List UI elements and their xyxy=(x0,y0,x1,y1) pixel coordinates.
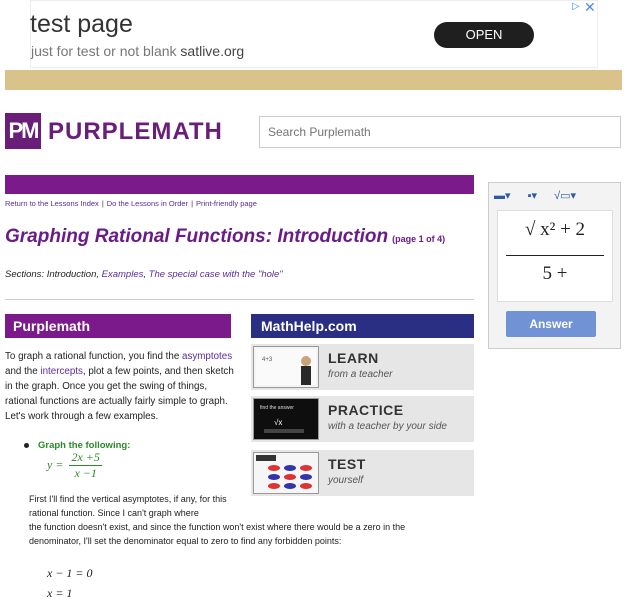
equation xyxy=(47,450,102,481)
separator: | xyxy=(101,199,104,208)
ad-open-button[interactable]: OPEN xyxy=(434,22,534,48)
nav-bar xyxy=(5,175,474,194)
practice-thumbnail xyxy=(253,398,319,440)
ad-title[interactable]: test page xyxy=(30,10,133,38)
ad-domain: satlive.org xyxy=(180,43,245,59)
print-friendly-link[interactable]: Print-friendly page xyxy=(196,199,257,208)
graph-label: Graph the following: xyxy=(38,440,131,451)
page-title xyxy=(5,226,445,248)
equation-lhs: y = xyxy=(47,457,64,472)
bullet xyxy=(24,443,29,448)
svg-text:4+3: 4+3 xyxy=(262,357,273,363)
tan-divider xyxy=(5,70,622,90)
paragraph: the function doesn't exist, and since the function won't exist where there would be a zero in the denominator, I'll set the denominator equal to zero to find any forbidden points: xyxy=(29,522,406,546)
intercepts-link[interactable]: intercepts xyxy=(40,366,83,377)
hole-case-link[interactable]: The special case with the "hole" xyxy=(148,269,283,280)
intro-text: To graph a rational function, you find the xyxy=(5,351,183,362)
equation-numerator: 2x +5 xyxy=(71,450,100,464)
search-input[interactable] xyxy=(259,116,621,148)
learn-thumbnail xyxy=(253,346,319,388)
test-title: TEST xyxy=(328,456,366,472)
mathhelp-learn[interactable] xyxy=(251,344,474,390)
ad-subtitle-text: just for test or not blank xyxy=(31,43,181,59)
test-subtitle: yourself xyxy=(328,475,364,486)
sections-label: Sections: Introduction, xyxy=(5,269,102,280)
widget-canvas[interactable] xyxy=(497,210,613,302)
svg-text:find the answer: find the answer xyxy=(260,405,294,411)
page-title-text: Graphing Rational Functions: Introduction xyxy=(5,226,389,247)
intro-text: and the xyxy=(5,366,41,377)
examples-link[interactable]: Examples xyxy=(101,269,144,280)
intro-paragraph xyxy=(5,349,240,424)
equation-step: x − 1 = 0 xyxy=(47,566,93,580)
equation-step: x = 1 xyxy=(47,586,73,600)
equation-denominator: x −1 xyxy=(74,466,97,480)
divider xyxy=(5,299,474,300)
practice-title: PRACTICE xyxy=(328,402,404,418)
fraction-tool-icon[interactable]: ▬▾ xyxy=(494,190,511,202)
widget-toolbar xyxy=(494,189,576,202)
logo-text[interactable]: PURPLEMATH xyxy=(48,118,223,145)
widget-numerator: √ x² + 2 xyxy=(524,219,586,240)
paragraph: First I'll find the vertical asymptotes, if any, for this rational function. Since I can't graph where xyxy=(29,494,227,518)
mathhelp-test[interactable] xyxy=(251,450,474,496)
ad-subtitle[interactable] xyxy=(31,43,244,59)
teacher-icon xyxy=(254,347,318,387)
mathhelp-heading[interactable]: MathHelp.com xyxy=(251,314,474,338)
breadcrumb xyxy=(5,199,257,208)
separator: | xyxy=(191,199,194,208)
learn-title: LEARN xyxy=(328,350,379,366)
answer-button[interactable]: Answer xyxy=(506,311,596,337)
purplemath-heading: Purplemath xyxy=(5,314,231,338)
adchoices-icon[interactable]: ▷ xyxy=(572,1,580,12)
widget-fraction-bar xyxy=(506,255,604,256)
asymptotes-link[interactable]: asymptotes xyxy=(182,351,233,362)
exponent-tool-icon[interactable]: ▪▾ xyxy=(527,190,538,202)
learn-subtitle: from a teacher xyxy=(328,369,393,380)
mathhelp-practice[interactable] xyxy=(251,396,474,442)
intro-text: , plot a few points, and then sketch in the graph. Once you get the swing of things, rational functions are actually fairly simple to graph. Let's work through a few examples. xyxy=(5,366,234,422)
page-indicator: (page 1 of 4) xyxy=(392,234,446,244)
root-tool-icon[interactable]: √▭▾ xyxy=(554,190,577,202)
sections-nav: Sections: Introduction, Examples, The special case with the "hole" xyxy=(5,269,283,280)
test-icon xyxy=(254,453,318,493)
svg-text:√x: √x xyxy=(274,418,283,427)
practice-icon xyxy=(254,399,318,439)
practice-subtitle: with a teacher by your side xyxy=(328,421,447,432)
lessons-order-link[interactable]: Do the Lessons in Order xyxy=(106,199,189,208)
equation-fraction xyxy=(69,450,101,481)
close-icon[interactable]: ✕ xyxy=(584,0,596,15)
widget-denominator: 5 + xyxy=(542,263,568,284)
logo-mark[interactable]: PM xyxy=(5,113,41,149)
lessons-index-link[interactable]: Return to the Lessons Index xyxy=(5,199,99,208)
test-thumbnail xyxy=(253,452,319,494)
